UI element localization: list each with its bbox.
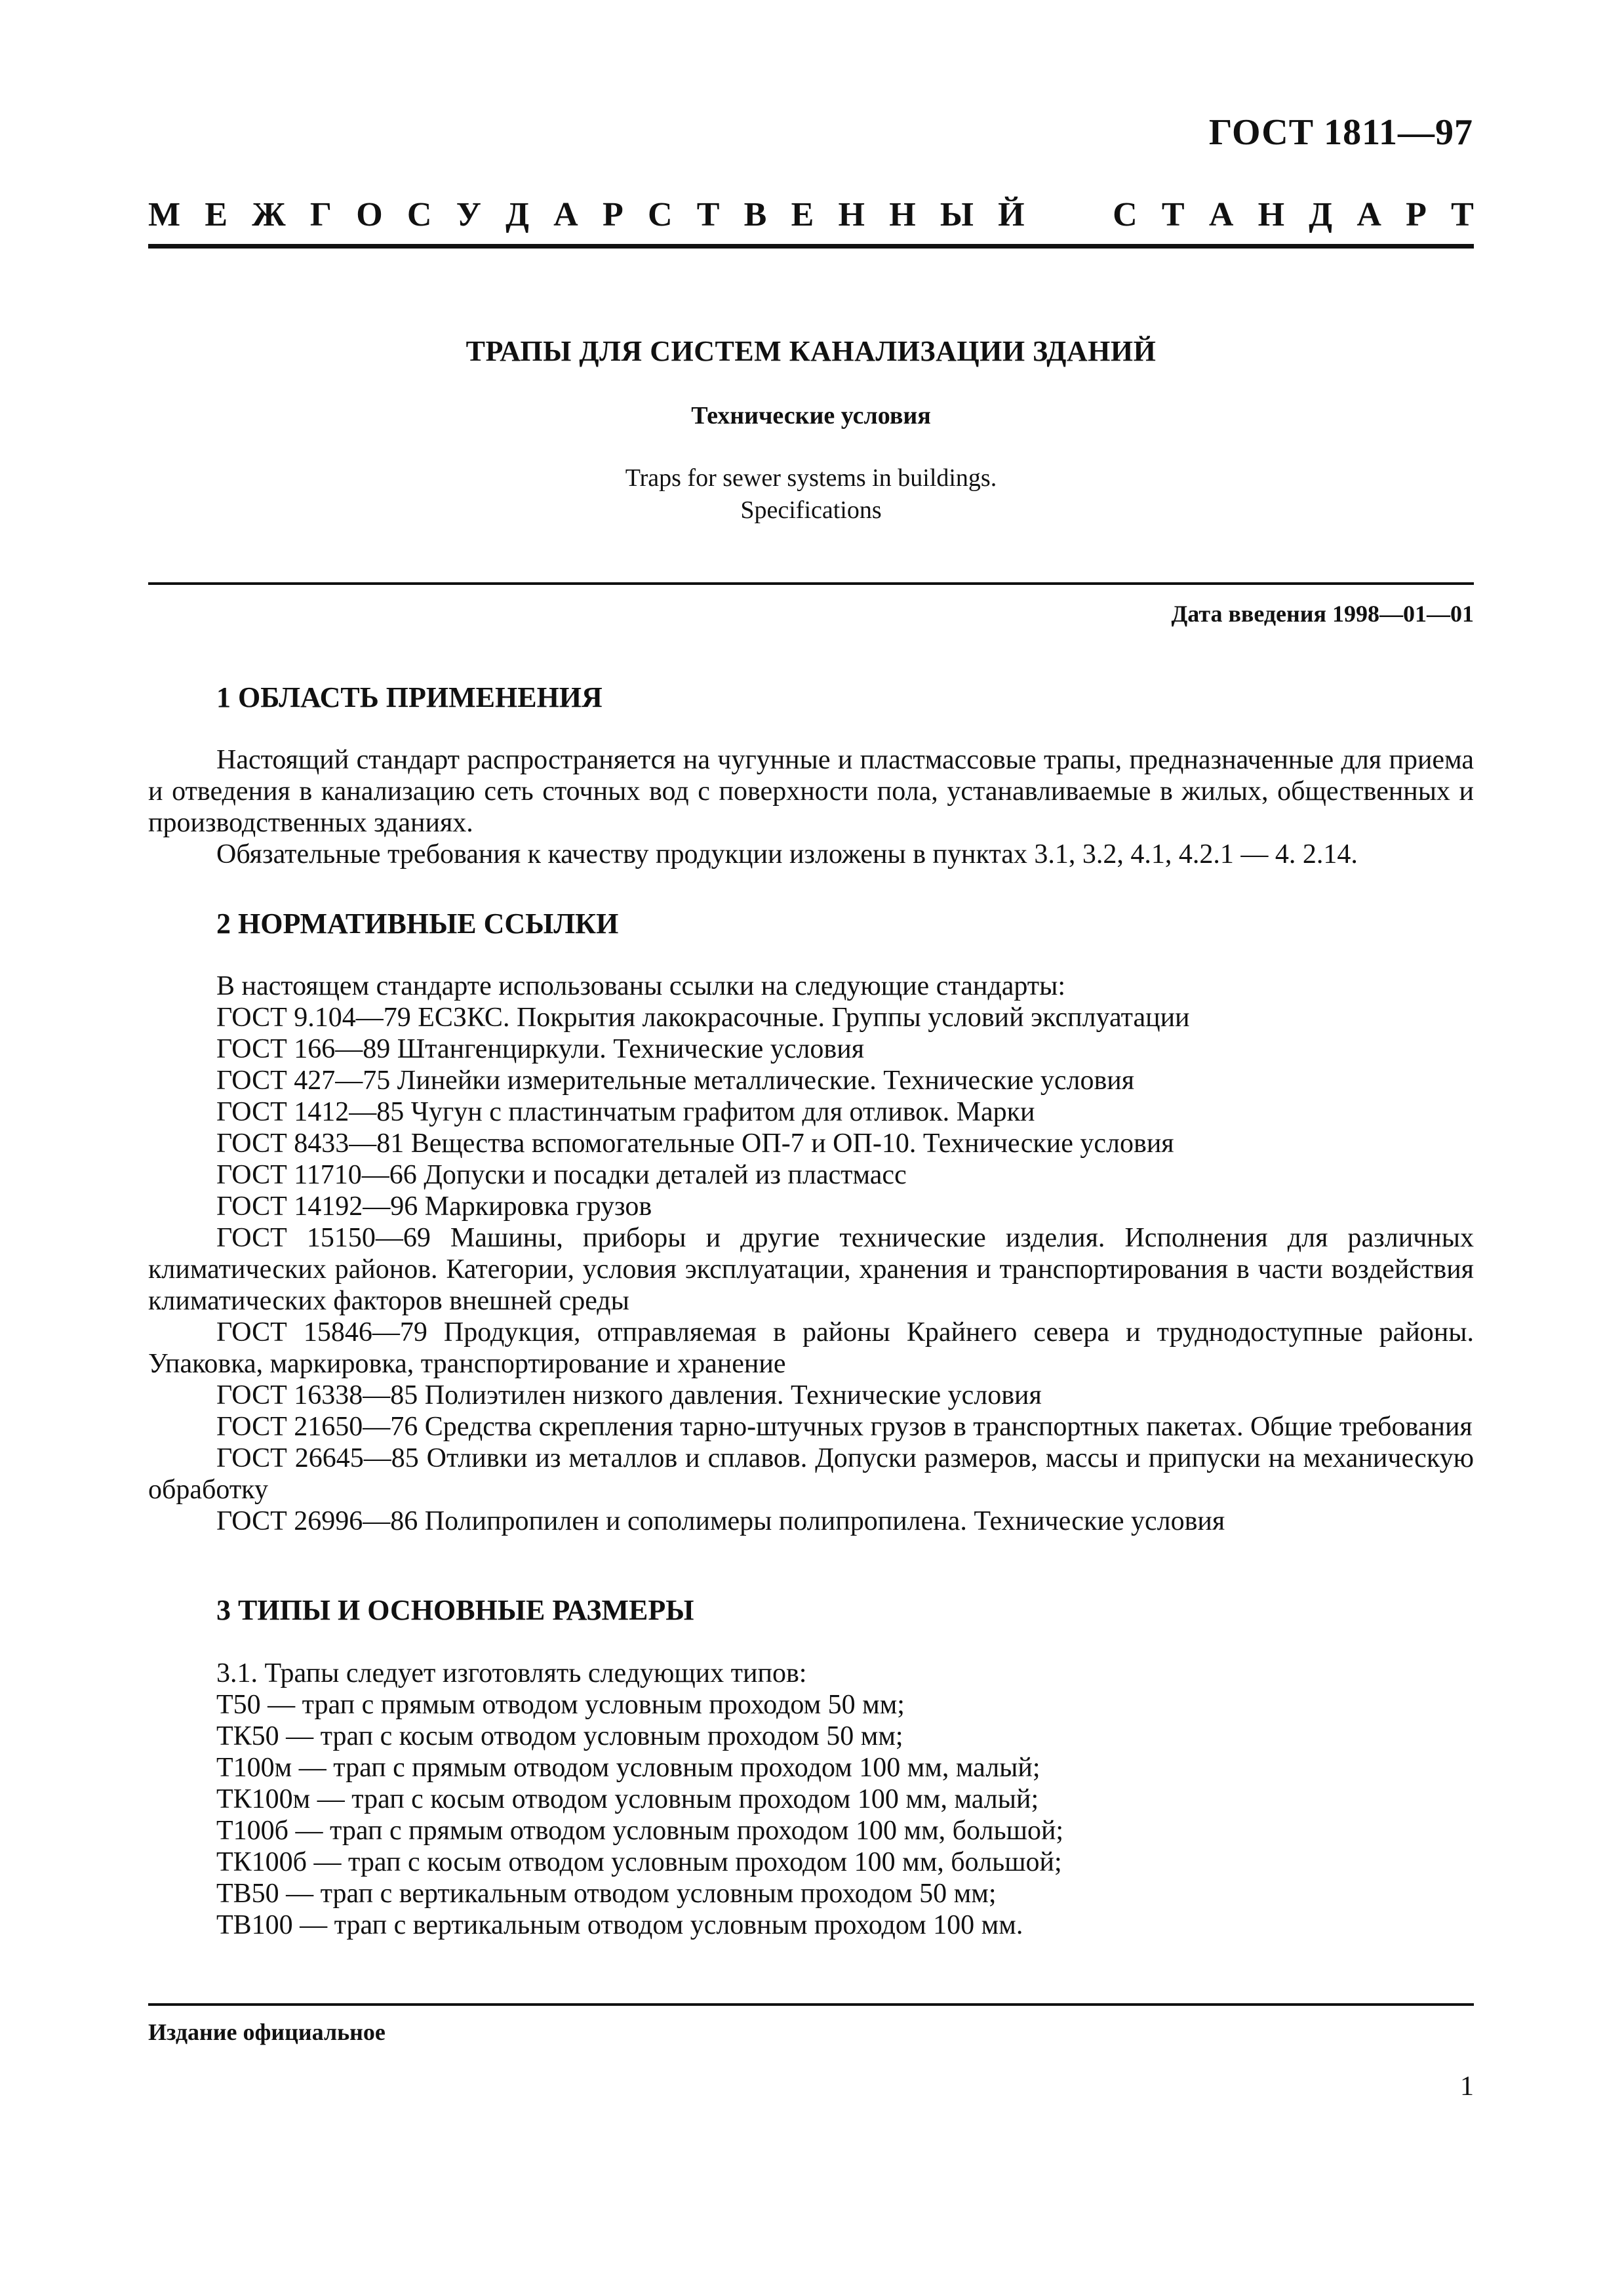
english-title	[148, 462, 1474, 527]
banner-letter: М	[148, 196, 181, 233]
trap-type-item: ТК100б — трап с косым отводом условным проходом 100 мм, большой;	[216, 1847, 1062, 1877]
trap-type-item: ТК100м — трап с косым отводом условным проходом 100 мм, малый;	[216, 1784, 1039, 1814]
section-3-intro: 3.1. Трапы следует изготовлять следующих типов:	[216, 1658, 807, 1688]
section-3-body	[148, 1658, 1474, 1941]
footer-rule	[148, 2003, 1474, 2006]
banner-letter: Ы	[940, 196, 974, 233]
banner-letter: С	[406, 196, 432, 233]
section-2-intro: В настоящем стандарте использованы ссылки на следующие стандарты:	[216, 971, 1066, 1001]
document-number: ГОСТ 1811—97	[1208, 112, 1473, 153]
banner-letter: Е	[205, 196, 228, 233]
english-title-line-2: Specifications	[740, 496, 882, 524]
title-rule	[148, 582, 1474, 585]
section-1-paragraph-2: Обязательные требования к качеству продукции изложены в пунктах 3.1, 3.2, 4.1, 4.2.1 — 4. 2.14.	[216, 839, 1358, 869]
reference-item: ГОСТ 1412—85 Чугун с пластинчатым графитом для отливок. Марки	[216, 1097, 1035, 1127]
english-title-line-1: Traps for sewer systems in buildings.	[625, 464, 997, 492]
banner-letter: Н	[1258, 196, 1285, 233]
banner-letter: А	[1208, 196, 1234, 233]
section-1-paragraph-1: Настоящий стандарт распространяется на чугунные и пластмассовые трапы, предназначенные для приема и отведения в канализацию сеть сточных вод с поверхности пола, устанавливаемые в жилых, общественных и производственных зданиях.	[148, 745, 1474, 838]
reference-item: ГОСТ 427—75 Линейки измерительные металлические. Технические условия	[216, 1066, 1135, 1096]
trap-type-item: Т100б — трап с прямым отводом условным проходом 100 мм, большой;	[216, 1816, 1064, 1846]
reference-item: ГОСТ 11710—66 Допуски и посадки деталей из пластмасс	[216, 1160, 907, 1190]
banner-letter: Р	[602, 196, 624, 233]
reference-item: ГОСТ 8433—81 Вещества вспомогательные ОП-7 и ОП-10. Технические условия	[216, 1128, 1174, 1159]
reference-item: ГОСТ 26996—86 Полипропилен и сополимеры полипропилена. Технические условия	[216, 1506, 1225, 1536]
banner-letter: Г	[309, 196, 332, 233]
introduction-date: Дата введения 1998—01—01	[1171, 601, 1474, 627]
reference-item: ГОСТ 26645—85 Отливки из металлов и сплавов. Допуски размеров, массы и припуски на механическую обработку	[148, 1443, 1474, 1505]
document-subtitle: Технические условия	[691, 402, 931, 429]
official-edition-label: Издание официальное	[148, 2019, 386, 2045]
trap-type-item: Т100м — трап с прямым отводом условным проходом 100 мм, малый;	[216, 1753, 1040, 1783]
interstate-standard-banner	[148, 195, 1474, 234]
banner-letter: Д	[505, 196, 529, 233]
banner-letter: У	[456, 196, 481, 233]
reference-item: ГОСТ 16338—85 Полиэтилен низкого давления. Технические условия	[216, 1380, 1042, 1410]
banner-letter: А	[553, 196, 578, 233]
trap-type-item: Т50 — трап с прямым отводом условным проходом 50 мм;	[216, 1690, 905, 1720]
banner-letter: Й	[998, 196, 1025, 233]
banner-letter: Т	[1161, 196, 1185, 233]
section-1-body	[148, 744, 1474, 870]
reference-item: ГОСТ 9.104—79 ЕСЗКС. Покрытия лакокрасочные. Группы условий эксплуатации	[216, 1003, 1190, 1033]
trap-type-item: ТВ100 — трап с вертикальным отводом условным проходом 100 мм.	[216, 1910, 1023, 1940]
banner-letter: С	[1113, 196, 1138, 233]
banner-letter: Н	[838, 196, 865, 233]
banner-letter: О	[356, 196, 383, 233]
banner-word-gap	[1049, 195, 1088, 234]
banner-letter: А	[1357, 196, 1381, 233]
section-2-heading: 2 НОРМАТИВНЫЕ ССЫЛКИ	[216, 908, 619, 940]
reference-item: ГОСТ 166—89 Штангенциркули. Технические условия	[216, 1034, 865, 1064]
banner-letter: Е	[791, 196, 814, 233]
banner-letter: Р	[1406, 196, 1427, 233]
trap-type-item: ТВ50 — трап с вертикальным отводом условным проходом 50 мм;	[216, 1879, 997, 1909]
reference-item: ГОСТ 14192—96 Маркировка грузов	[216, 1191, 652, 1222]
section-1-heading: 1 ОБЛАСТЬ ПРИМЕНЕНИЯ	[216, 681, 603, 713]
banner-letter: В	[743, 196, 767, 233]
section-2-body	[148, 970, 1474, 1537]
banner-letter: Н	[889, 196, 916, 233]
document-title: ТРАПЫ ДЛЯ СИСТЕМ КАНАЛИЗАЦИИ ЗДАНИЙ	[465, 335, 1157, 367]
banner-letter: Т	[696, 196, 720, 233]
reference-item: ГОСТ 15846—79 Продукция, отправляемая в районы Крайнего севера и труднодоступные районы. Упаковка, маркировка, транспортирование и хранение	[148, 1317, 1474, 1379]
banner-letter: Т	[1451, 196, 1474, 233]
banner-letter: С	[647, 196, 673, 233]
banner-letter: Ж	[252, 196, 286, 233]
banner-letter: Д	[1309, 196, 1333, 233]
page-number: 1	[1460, 2071, 1474, 2102]
reference-item: ГОСТ 21650—76 Средства скрепления тарно-штучных грузов в транспортных пакетах. Общие требования	[216, 1412, 1473, 1442]
header-rule	[148, 244, 1474, 249]
section-3-heading: 3 ТИПЫ И ОСНОВНЫЕ РАЗМЕРЫ	[216, 1594, 694, 1626]
reference-item: ГОСТ 15150—69 Машины, приборы и другие технические изделия. Исполнения для различных климатических районов. Категории, условия эксплуатации, хранения и транспортирования в части воздействия климатических факторов внешней среды	[148, 1223, 1474, 1316]
trap-type-item: ТК50 — трап с косым отводом условным проходом 50 мм;	[216, 1721, 903, 1751]
